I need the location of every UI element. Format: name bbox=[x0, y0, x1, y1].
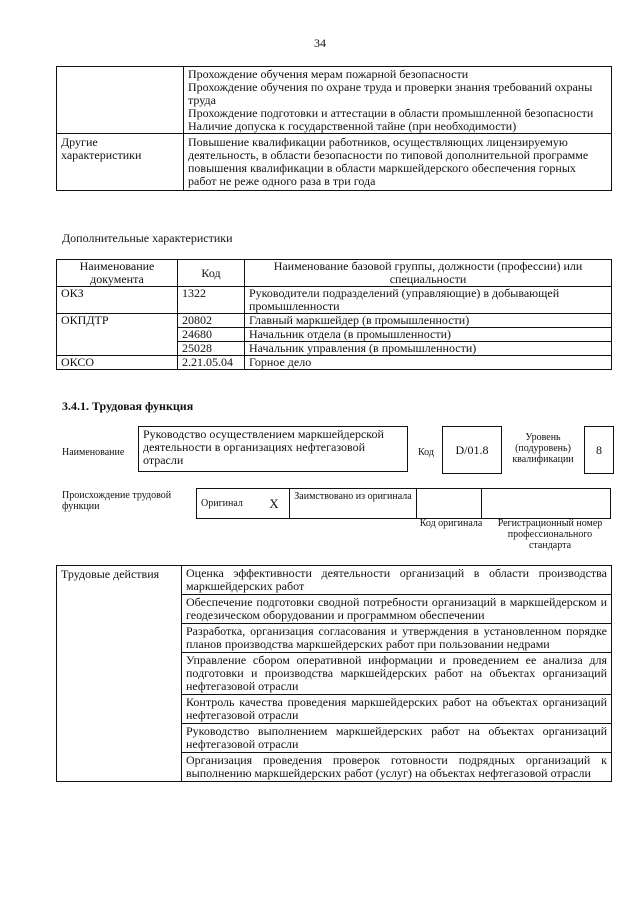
action-item: Разработка, организация согласования и утверждения в установленном порядке планов производства маркшейдерских работ при пользовании недрами bbox=[182, 624, 612, 653]
table-row bbox=[57, 314, 612, 328]
code-cell: 2.21.05.04 bbox=[178, 356, 245, 370]
origin-table bbox=[196, 488, 611, 519]
function-name: Руководство осуществлением маркшейдерской деятельности в организациях нефтегазовой отрасли bbox=[143, 427, 384, 467]
name-label: Наименование bbox=[62, 447, 125, 458]
list-item: Прохождение подготовки и аттестации в области промышленной безопасности bbox=[188, 106, 594, 120]
code-box bbox=[442, 426, 502, 474]
level-box bbox=[584, 426, 614, 474]
additional-table bbox=[56, 259, 612, 370]
list-item: Наличие допуска к государственной тайне (при необходимости) bbox=[188, 119, 517, 133]
action-item: Обеспечение подготовки сводной потребности организаций в маркшейдерском и геодезическом оборудовании и программном обеспечении bbox=[182, 595, 612, 624]
requirements-table bbox=[56, 66, 612, 191]
function-code: D/01.8 bbox=[455, 442, 489, 457]
list-item: Прохождение обучения мерам пожарной безопасности bbox=[188, 67, 469, 81]
doc-cell: ОКПДТР bbox=[57, 314, 178, 356]
row-label bbox=[57, 67, 184, 134]
original-mark: X bbox=[259, 489, 290, 519]
reg-number-caption: Регистрационный номер профессионального стандарта bbox=[497, 518, 603, 551]
action-item: Организация проведения проверок готовности подрядных организаций к выполнению маркшейдерских работ (услуг) на объектах нефтегазовой отрасли bbox=[182, 753, 612, 782]
name-cell: Начальник отдела (в промышленности) bbox=[245, 328, 612, 342]
table-row bbox=[57, 287, 612, 314]
column-header: Наименование документа bbox=[57, 260, 178, 287]
origin-label: Происхождение трудовой функции bbox=[62, 490, 172, 512]
table-row bbox=[57, 356, 612, 370]
level-value: 8 bbox=[596, 442, 602, 457]
name-cell: Начальник управления (в промышленности) bbox=[245, 342, 612, 356]
code-cell: 1322 bbox=[178, 287, 245, 314]
column-header: Наименование базовой группы, должности (профессии) или специальности bbox=[245, 260, 612, 287]
section-title: Дополнительные характеристики bbox=[62, 231, 233, 245]
row-content bbox=[184, 134, 612, 191]
code-cell: 20802 bbox=[178, 314, 245, 328]
name-cell: Горное дело bbox=[245, 356, 612, 370]
action-item: Контроль качества проведения маркшейдерских работ на объектах организаций нефтегазовой отрасли bbox=[182, 695, 612, 724]
function-name-box bbox=[138, 426, 408, 472]
action-item: Руководство выполнением маркшейдерских работ на объектах организаций нефтегазовой отрасли bbox=[182, 724, 612, 753]
action-item: Управление сбором оперативной информации и проведением ее анализа для подготовки и производства маркшейдерских работ на объектах организаций нефтегазовой отрасли bbox=[182, 653, 612, 695]
original-code-caption: Код оригинала bbox=[419, 518, 483, 529]
list-item: Повышение квалификации работников, осуществляющих лицензируемую деятельность, в области безопасности по типовой дополнительной программе повышения квалификации в области маркшейдерского обеспечения горных работ не реже одного раза в три года bbox=[188, 135, 589, 188]
table-header-row bbox=[57, 260, 612, 287]
table-row bbox=[197, 489, 611, 519]
borrowed-label: Заимствовано из оригинала bbox=[290, 489, 417, 519]
list-item: Прохождение обучения по охране труда и проверки знания требований охраны труда bbox=[188, 80, 593, 107]
table-row bbox=[57, 134, 612, 191]
original-label: Оригинал bbox=[197, 489, 260, 519]
reg-number-cell bbox=[482, 489, 611, 519]
page-number: 34 bbox=[314, 36, 326, 50]
name-cell: Руководители подразделений (управляющие) в добывающей промышленности bbox=[245, 287, 612, 314]
original-code-cell bbox=[417, 489, 482, 519]
row-label: Трудовые действия bbox=[57, 566, 182, 782]
doc-cell: ОКЗ bbox=[57, 287, 178, 314]
table-row bbox=[57, 566, 612, 595]
action-item: Оценка эффективности деятельности организаций в области производства маркшейдерских работ bbox=[182, 566, 612, 595]
table-row bbox=[57, 67, 612, 134]
level-label: Уровень (подуровень) квалификации bbox=[512, 432, 574, 465]
code-cell: 24680 bbox=[178, 328, 245, 342]
code-cell: 25028 bbox=[178, 342, 245, 356]
row-label: Другие характеристики bbox=[57, 134, 184, 191]
row-content bbox=[184, 67, 612, 134]
name-cell: Главный маркшейдер (в промышленности) bbox=[245, 314, 612, 328]
column-header: Код bbox=[178, 260, 245, 287]
code-label: Код bbox=[418, 447, 434, 458]
labor-function-heading: 3.4.1. Трудовая функция bbox=[62, 399, 194, 413]
doc-cell: ОКСО bbox=[57, 356, 178, 370]
labor-actions-table bbox=[56, 565, 612, 782]
